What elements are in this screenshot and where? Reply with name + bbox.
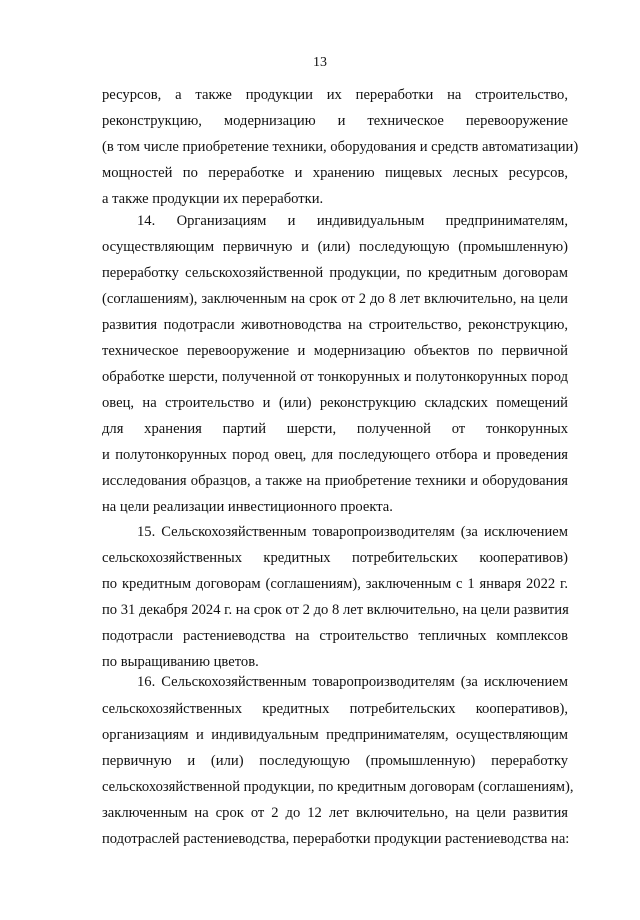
text-line: (в том числе приобретение техники, оборудования и средств автоматизации): [102, 139, 579, 155]
text-line: обработке шерсти, полученной от тонкорунных и полутонкорунных пород: [102, 369, 568, 385]
text-line: подотраслей растениеводства, переработки продукции растениеводства на:: [102, 831, 570, 847]
text-line: заключенным на срок от 2 до 12 лет включительно, на цели развития: [102, 805, 568, 821]
text-line: исследования образцов, а также на приобретение техники и оборудования: [102, 473, 568, 489]
text-line: и полутонкорунных пород овец, для последующего отбора и проведения: [102, 447, 568, 463]
page-number: 13: [313, 55, 327, 70]
text-line: по 31 декабря 2024 г. на срок от 2 до 8 лет включительно, на цели развития: [102, 602, 569, 618]
text-line: а также продукции их переработки.: [102, 191, 324, 207]
text-line: по кредитным договорам (соглашениям), заключенным с 1 января 2022 г.: [102, 576, 568, 592]
text-line: мощностей по переработке и хранению пищевых лесных ресурсов,: [102, 165, 568, 181]
text-line: техническое перевооружение и модернизацию объектов по первичной: [102, 343, 568, 359]
text-line: по выращиванию цветов.: [102, 654, 259, 670]
text-line: осуществляющим первичную и (или) последующую (промышленную): [102, 239, 568, 255]
text-line: развития подотрасли животноводства на строительство, реконструкцию,: [102, 317, 568, 333]
text-line: переработку сельскохозяйственной продукции, по кредитным договорам: [102, 265, 568, 281]
text-line: сельскохозяйственных кредитных потребительских кооперативов): [102, 550, 568, 566]
text-line: 16. Сельскохозяйственным товаропроизводителям (за исключением: [137, 674, 568, 690]
text-line: ресурсов, а также продукции их переработки на строительство,: [102, 87, 568, 103]
text-line: на цели реализации инвестиционного проекта.: [102, 499, 393, 515]
text-line: сельскохозяйственных кредитных потребительских кооперативов),: [102, 701, 568, 717]
text-line: сельскохозяйственной продукции, по кредитным договорам (соглашениям),: [102, 779, 574, 795]
text-line: организациям и индивидуальным предпринимателям, осуществляющим: [102, 727, 568, 743]
text-line: подотрасли растениеводства на строительство тепличных комплексов: [102, 628, 568, 644]
text-line: реконструкцию, модернизацию и техническое перевооружение: [102, 113, 568, 129]
text-line: (соглашениям), заключенным на срок от 2 до 8 лет включительно, на цели: [102, 291, 568, 307]
text-line: первичную и (или) последующую (промышленную) переработку: [102, 753, 568, 769]
text-line: 15. Сельскохозяйственным товаропроизводителям (за исключением: [137, 524, 568, 540]
text-line: овец, на строительство и (или) реконструкцию складских помещений: [102, 395, 568, 411]
text-line: 14. Организациям и индивидуальным предпринимателям,: [137, 213, 568, 229]
text-line: для хранения партий шерсти, полученной от тонкорунных: [102, 421, 568, 437]
